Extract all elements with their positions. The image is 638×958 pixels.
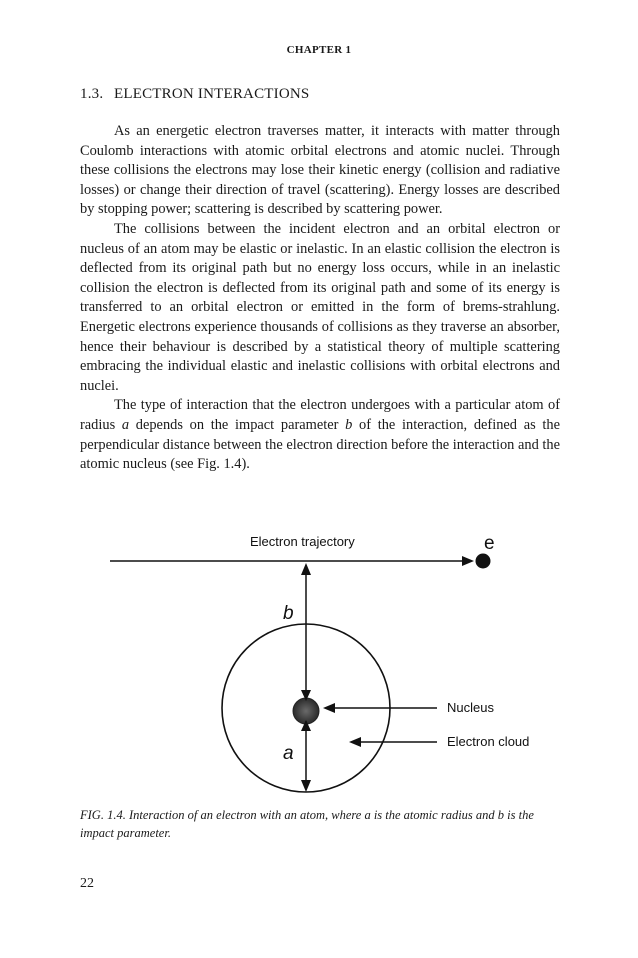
trajectory-label: Electron trajectory	[250, 534, 355, 549]
paragraph-2: The collisions between the incident electron and an orbital electron or nucleus of an atom may be elastic or inelastic. In an elastic collision the electron is deflected from its original path but no energy loss occurs, while in an inelastic collision the electron is deflected from its original path and some of its energy is transferred to an orbital electron or emitted in the form of brems-strahlung. Energetic electrons experience thousands of collisions as they traverse an absorber, hence their behaviour is described by a statistical theory of multiple scattering embracing the individual elastic and inelastic collisions with orbital electrons and nuclei.	[80, 220, 560, 394]
section-title: ELECTRON INTERACTIONS	[114, 86, 310, 102]
page-number: 22	[80, 876, 94, 891]
section-heading	[80, 86, 309, 103]
body-text	[80, 122, 560, 475]
figure-electron-atom	[80, 515, 560, 805]
figure-diagram	[80, 515, 560, 805]
electron-label: e	[484, 533, 495, 554]
a-label: a	[283, 743, 294, 764]
nucleus-pointer-arrow	[323, 703, 335, 713]
symbol-b: b	[345, 416, 353, 433]
running-head: CHAPTER 1	[286, 44, 352, 56]
b-label: b	[283, 603, 294, 624]
symbol-a: a	[121, 416, 130, 433]
trajectory-arrowhead	[462, 556, 474, 566]
cloud-pointer-arrow	[349, 737, 361, 747]
paragraph-3: The type of interaction that the electron undergoes with a particular atom of radius a depends on the impact parameter b of the interaction, defined as the perpendicular distance between the electron direction before the interaction and the atomic nucleus (see Fig. 1.4).	[80, 397, 560, 473]
b-arrow-up	[301, 563, 311, 575]
section-number: 1.3.	[80, 86, 104, 102]
figure-caption: FIG. 1.4. Interaction of an electron with an atom, where a is the atomic radius and b is the impact parameter.	[80, 808, 534, 840]
nucleus-label: Nucleus	[447, 700, 494, 715]
cloud-label: Electron cloud	[447, 734, 530, 749]
a-arrow-down	[301, 780, 311, 792]
paragraph-1: As an energetic electron traverses matter, it interacts with matter through Coulomb interactions with atomic orbital electrons and atomic nuclei. Through these collisions the electrons may lose their kinetic energy (collision and radiative losses) or change their direction of travel (scattering). Energy losses are described by stopping power; scattering is described by scattering power.	[80, 123, 560, 218]
electron-dot	[476, 554, 491, 569]
